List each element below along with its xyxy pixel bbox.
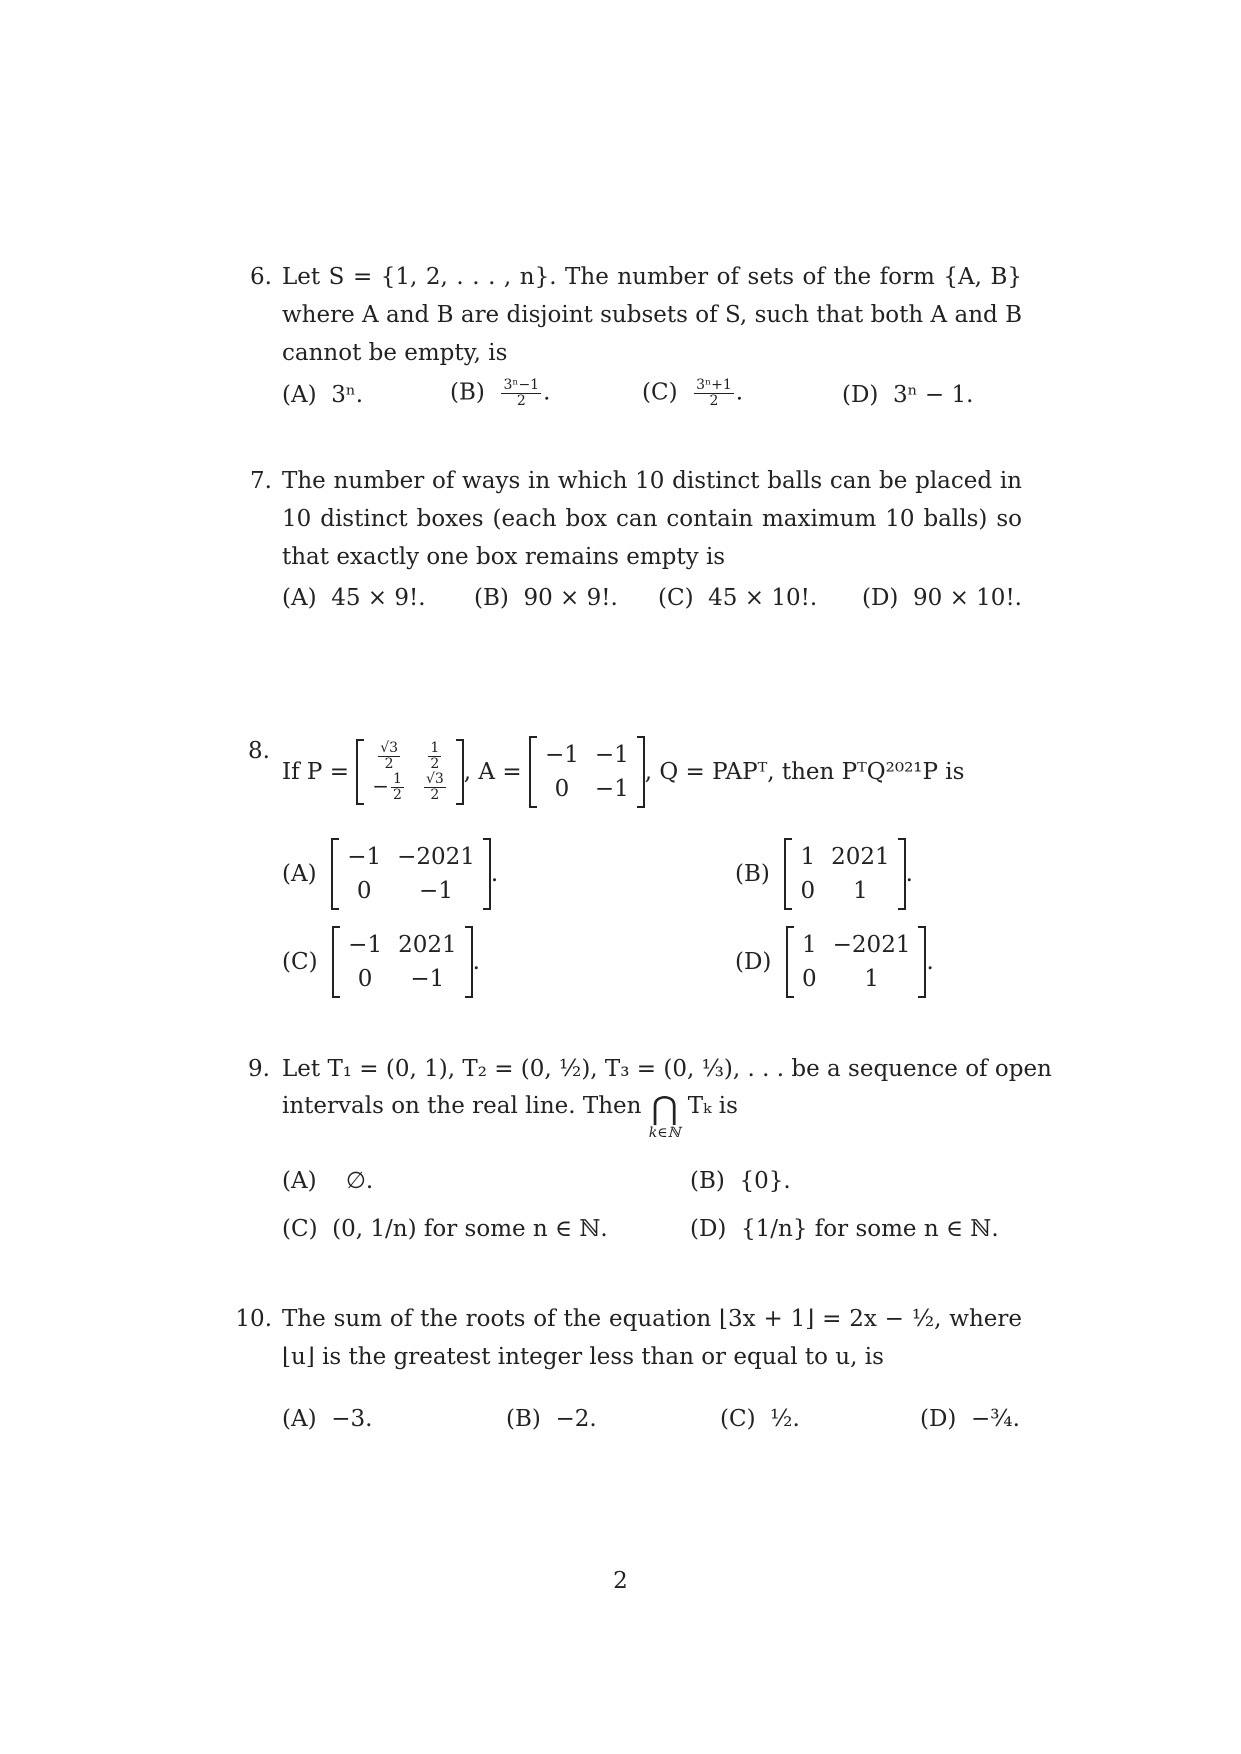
intersection-index: k∈ℕ: [648, 1125, 681, 1141]
question-9-line-2: [282, 1089, 738, 1143]
q8-option-d: (D) 1 −2021 0 1 .: [735, 926, 934, 998]
q6-option-c: (C) $\frac{\text{3ⁿ+1}}{2}$ .: [642, 377, 744, 409]
line-text: Tₖ is: [687, 1093, 738, 1119]
question-text: The sum of the roots of the equation ⌊3x + 1⌋ = 2x − ½, where ⌊u⌋ is the greatest integer less than or equal to u, is: [282, 1306, 1022, 1370]
matrix-a: −1 −1 0 −1: [529, 736, 645, 808]
stem-tail: , Q = PAPᵀ, then PᵀQ²⁰²¹P is: [644, 759, 965, 785]
q8-option-c: (C) −1 2021 0 −1 .: [282, 926, 480, 998]
q9-option-d: [690, 1216, 999, 1242]
q6-option-d: [842, 382, 973, 408]
option-text: 90 × 9!.: [523, 585, 618, 611]
option-label: (B): [690, 1168, 725, 1194]
intersection-icon: ⋂: [651, 1089, 678, 1127]
option-text: −3.: [331, 1406, 373, 1432]
q9-option-a: [282, 1168, 373, 1194]
option-matrix: 1 2021 0 1: [784, 838, 905, 910]
question-9-number: 9.: [248, 1056, 270, 1082]
q8-option-a: (A) −1 −2021 0 −1 .: [282, 838, 498, 910]
q9-option-c: [282, 1216, 608, 1242]
option-matrix: −1 2021 0 −1: [332, 926, 472, 998]
option-text: 3ⁿ.: [331, 382, 364, 408]
stem-mid: , A =: [463, 759, 522, 785]
stem-prefix: If P =: [282, 759, 349, 785]
question-number: 10.: [235, 1306, 272, 1332]
q10-option-c: [720, 1406, 800, 1432]
option-label: (B): [735, 861, 770, 887]
q7-option-d: [862, 585, 1022, 611]
option-label: (C): [720, 1406, 756, 1432]
option-label: (D): [862, 585, 899, 611]
option-label: (B): [474, 585, 509, 611]
option-label: (A): [282, 382, 317, 408]
option-label: (C): [282, 1216, 318, 1242]
q6-option-a: [282, 382, 363, 408]
question-8-number: 8.: [248, 738, 270, 764]
fraction: $\frac{\text{3ⁿ+1}}{2}$: [696, 377, 732, 409]
q10-option-a: [282, 1406, 372, 1432]
question-number: 7.: [250, 468, 272, 494]
q7-option-a: [282, 585, 426, 611]
option-label: (D): [842, 382, 879, 408]
option-label: (B): [506, 1406, 541, 1432]
question-number: 6.: [250, 264, 272, 290]
q6-option-b: (B) $\frac{\text{3ⁿ−1}}{2}$ .: [450, 377, 551, 409]
option-text: ½.: [770, 1406, 800, 1432]
option-label: (A): [282, 585, 317, 611]
question-text: Let S = {1, 2, . . . , n}. The number of sets of the form {A, B} where A and B are disjoint subsets of S, such that both A and B cannot be empty, is: [282, 264, 1022, 366]
option-label: (A): [282, 1406, 317, 1432]
option-label: (B): [450, 379, 485, 406]
option-text: {1/n} for some n ∈ ℕ.: [741, 1216, 999, 1242]
option-text: 45 × 10!.: [708, 585, 818, 611]
q7-option-c: [658, 585, 817, 611]
big-intersection: [648, 1089, 681, 1143]
q8-option-b: (B) 1 2021 0 1 .: [735, 838, 913, 910]
option-label: (C): [658, 585, 694, 611]
option-text: {0}.: [739, 1168, 791, 1194]
question-9-line-1: Let T₁ = (0, 1), T₂ = (0, ½), T₃ = (0, ⅓), . . . be a sequence of open: [282, 1056, 1052, 1082]
option-text: ∅.: [345, 1168, 374, 1194]
page-number: 2: [613, 1568, 628, 1594]
q7-option-b: [474, 585, 618, 611]
option-label: (C): [642, 379, 678, 406]
option-text: 45 × 9!.: [331, 585, 426, 611]
option-matrix: −1 −2021 0 −1: [331, 838, 491, 910]
q10-option-b: [506, 1406, 597, 1432]
option-text: −2.: [555, 1406, 597, 1432]
option-label: (A): [282, 1168, 317, 1194]
line-text: intervals on the real line. Then: [282, 1093, 642, 1119]
option-text: 3ⁿ − 1.: [893, 382, 974, 408]
option-matrix: 1 −2021 0 1: [786, 926, 926, 998]
option-label: (A): [282, 861, 317, 887]
q9-option-b: [690, 1168, 791, 1194]
option-label: (D): [690, 1216, 727, 1242]
option-label: (C): [282, 949, 318, 975]
question-8-stem: [282, 736, 964, 808]
option-text: −¾.: [971, 1406, 1020, 1432]
option-label: (D): [920, 1406, 957, 1432]
fraction: $\frac{\text{3ⁿ−1}}{2}$: [503, 377, 540, 409]
q10-option-d: [920, 1406, 1020, 1432]
option-text: 90 × 10!.: [913, 585, 1022, 611]
question-text: The number of ways in which 10 distinct balls can be placed in 10 distinct boxes (each box can contain maximum 10 balls) so that exactly one box remains empty is: [282, 468, 1022, 570]
matrix-p: $\frac{√3}{2}$ $\frac{1}{2}$ − $\frac{1}{2}$ $\frac{√3}{2}$: [356, 739, 464, 805]
option-label: (D): [735, 949, 772, 975]
option-text: (0, 1/n) for some n ∈ ℕ.: [332, 1216, 608, 1242]
